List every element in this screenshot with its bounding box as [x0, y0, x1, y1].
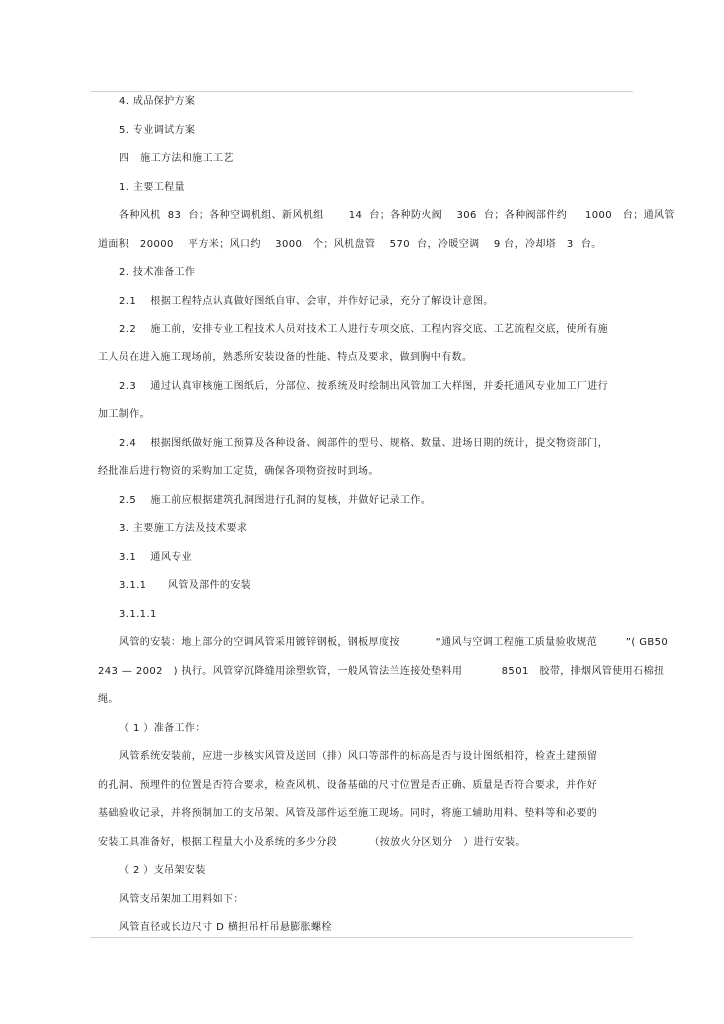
section-heading: 四 施工方法和施工工艺 [119, 153, 234, 164]
text-line: 2.4 根据图纸做好施工预算及各种设备、阀部件的型号、规格、数量、进场日期的统计，提交物资部门， [119, 438, 609, 449]
top-divider [90, 91, 633, 92]
text-line: 基础验收记录，并将预制加工的支吊架、风管及部件运至施工现场。同时，将施工辅助用料、垫料等和必要的 [98, 808, 598, 819]
text-line: 经批准后进行物资的采购加工定货，确保各项物资按时到场。 [98, 466, 379, 477]
text-line: （ 2 ）支吊架安装 [119, 865, 206, 876]
text-line: 工人员在进入施工现场前，熟悉所安装设备的性能、特点及要求，做到胸中有数。 [98, 352, 473, 363]
text-line: 2.3 通过认真审核施工图纸后，分部位、按系统及时绘制出风管加工大样图，并委托通风专业加工厂进行 [119, 381, 609, 392]
text-line: 风管系统安装前，应进一步核实风管及送回（排）风口等部件的标高是否与设计图纸相符，检查土建预留 [119, 751, 598, 762]
text-line: 安装工具准备好，根据工程量大小及系统的多少分段 （按放火分区划分 ）进行安装。 [98, 837, 526, 848]
text-line: 3.1 通风专业 [119, 552, 193, 563]
text-line: 道面积 20000 平方米；风口约 3000 个；风机盘管 570 台，冷暖空调 9 台，冷却塔 3 台。 [98, 239, 602, 250]
text-line: 243 — 2002 ) 执行。风管穿沉降缝用涂塑软管，一般风管法兰连接处垫料用 8501 胶带，排烟风管使用石棉扭 [98, 666, 665, 677]
text-line: 3. 主要施工方法及技术要求 [119, 523, 248, 534]
text-line: 2.5 施工前应根据建筑孔洞图进行孔洞的复核，并做好记录工作。 [119, 495, 432, 506]
text-line: 各种风机 83 台；各种空调机组、新风机组 14 台；各种防火阀 306 台；各种阀部件约 1000 台；通风管 [119, 210, 675, 221]
text-line: 的孔洞、预埋件的位置是否符合要求，检查风机、设备基础的尺寸位置是否正确、质量是否符合要求，并作好 [98, 780, 598, 791]
text-line: 加工制作。 [98, 409, 150, 420]
text-line: 风管的安装：地上部分的空调风管采用镀锌钢板，钢板厚度按 “通风与空调工程施工质量验收规范 ”( GB50 [119, 637, 669, 648]
text-line: 绳。 [98, 694, 119, 705]
text-line: 3.1.1.1 [119, 609, 157, 620]
text-line: 2.2 施工前，安排专业工程技术人员对技术工人进行专项交底、工程内容交底、工艺流程交底，使所有施 [119, 324, 609, 335]
text-line: 4. 成品保护方案 [119, 96, 196, 107]
text-line: 风管支吊架加工用料如下： [119, 894, 244, 905]
text-line: 5. 专业调试方案 [119, 125, 196, 136]
text-line: （ 1 ）准备工作： [119, 723, 206, 734]
text-line: 1. 主要工程量 [119, 182, 185, 193]
text-line: 2.1 根据工程特点认真做好图纸自审、会审，并作好记录，充分了解设计意图。 [119, 296, 494, 307]
text-line: 3.1.1 风管及部件的安装 [119, 580, 252, 591]
bottom-divider [90, 937, 633, 938]
text-line: 风管直径或长边尺寸 D 横担吊杆吊悬膨胀螺栓 [119, 922, 332, 933]
text-line: 2. 技术准备工作 [119, 267, 196, 278]
